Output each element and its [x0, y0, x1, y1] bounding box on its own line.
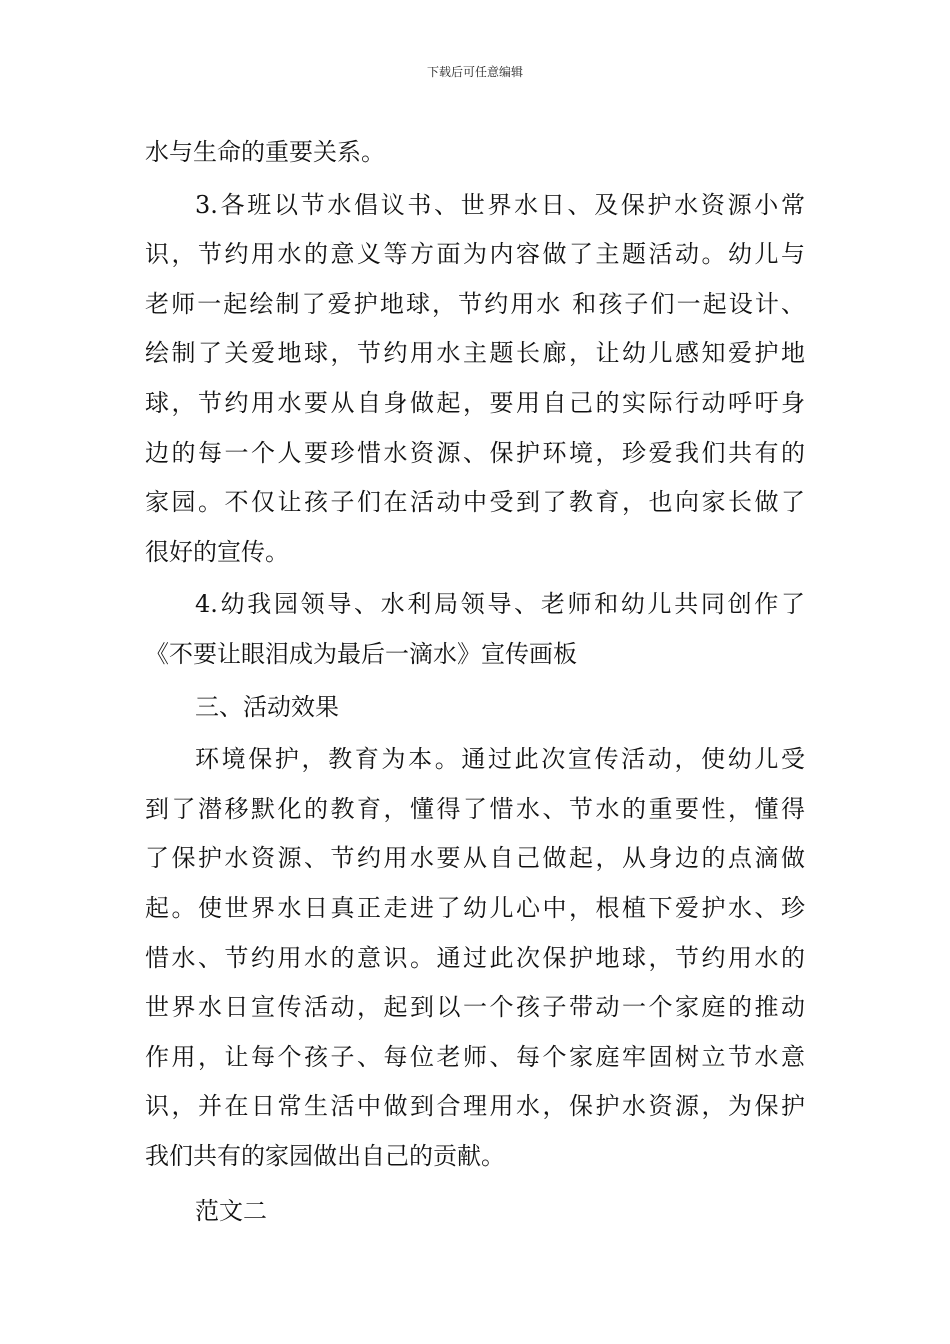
text-line: 了保护水资源、节约用水要从自己做起，从身边的点滴做 — [145, 844, 805, 873]
text-line: 我们共有的家园做出自己的贡献。 — [145, 1141, 505, 1170]
text-line: 很好的宣传。 — [145, 537, 289, 566]
page-header: 下载后可任意编辑 — [426, 65, 523, 79]
text-line: 4.幼我园领导、水利局领导、老师和幼儿共同创作了 — [195, 590, 805, 619]
text-line: 老师一起绘制了爱护地球，节约用水 和孩子们一起设计、 — [145, 289, 805, 318]
text-line: 边的每一个人要珍惜水资源、保护环境，珍爱我们共有的 — [145, 438, 805, 467]
text-line: 作用，让每个孩子、每位老师、每个家庭牢固树立节水意 — [145, 1042, 805, 1071]
body-text — [145, 128, 805, 1237]
text-line: 惜水、节约用水的意识。通过此次保护地球，节约用水的 — [145, 943, 805, 972]
section-heading: 三、活动效果 — [195, 692, 339, 721]
text-line: 起。使世界水日真正走进了幼儿心中，根植下爱护水、珍 — [145, 893, 805, 922]
text-line: 识，并在日常生活中做到合理用水，保护水资源，为保护 — [145, 1092, 805, 1121]
text-line: 识，节约用水的意义等方面为内容做了主题活动。幼儿与 — [145, 240, 805, 269]
text-line: 环境保护，教育为本。通过此次宣传活动，使幼儿受 — [195, 745, 805, 774]
text-line: 世界水日宣传活动，起到以一个孩子带动一个家庭的推动 — [145, 993, 805, 1022]
text-line: 绘制了关爱地球，节约用水主题长廊，让幼儿感知爱护地 — [145, 339, 805, 368]
text-line: 《不要让眼泪成为最后一滴水》宣传画板 — [145, 639, 577, 668]
text-line: 到了潜移默化的教育，懂得了惜水、节水的重要性，懂得 — [145, 794, 805, 823]
text-line: 水与生命的重要关系。 — [145, 138, 385, 166]
text-line: 家园。不仅让孩子们在活动中受到了教育，也向家长做了 — [145, 488, 805, 517]
section-heading: 范文二 — [195, 1197, 267, 1226]
text-line: 3.各班以节水倡议书、世界水日、及保护水资源小常 — [195, 190, 805, 219]
text-line: 球，节约用水要从自身做起，要用自己的实际行动呼吁身 — [145, 388, 805, 417]
